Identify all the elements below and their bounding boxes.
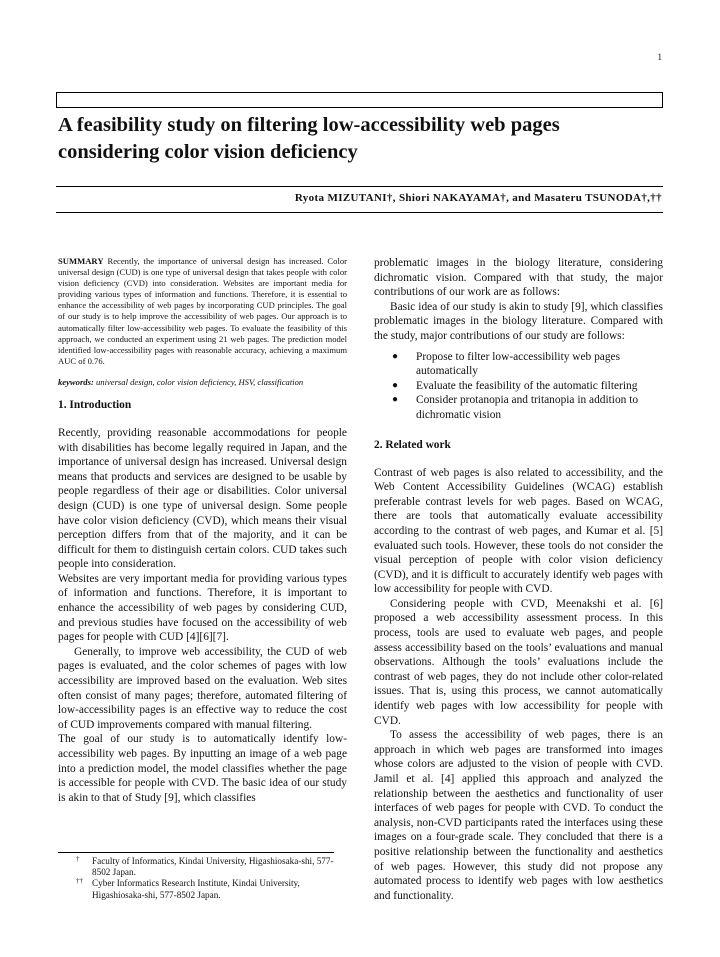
summary: [58, 256, 347, 367]
author-list: Ryota MIZUTANI†, Shiori NAKAYAMA†, and Masateru TSUNODA†,††: [294, 192, 662, 204]
contributions-list: [374, 350, 663, 423]
author-rule-bottom: [56, 212, 663, 213]
footnote-mark: †: [76, 855, 80, 863]
bullet-icon: ●: [392, 350, 399, 362]
related-paragraph-2: Considering people with CVD, Meenakshi et al. [6] proposed a web accessibility assessment process. In this process, tools are used to evaluate web pages, and people assess accessibility based on the tools’ evaluations and manual observations. Although the tools’ evaluations include the contrast of web pages, they do not include other color-related issues. That is, using this process, we cannot automatically identify web pages with low accessibility for people with CVD.: [374, 597, 663, 727]
contribution-item: [374, 393, 663, 422]
footnote: [76, 856, 346, 878]
contribution-text: Consider protanopia and tritanopia in addition to dichromatic vision: [416, 394, 639, 421]
keywords-text: universal design, color vision deficiency, HSV, classification: [95, 376, 304, 387]
bullet-icon: ●: [392, 379, 399, 391]
summary-label: SUMMARY: [58, 256, 104, 266]
footnote: [76, 878, 346, 900]
intro-paragraph-2: Websites are very important media for providing various types of information and functions. Therefore, it is important to enhance the accessibility of web pages by considering CUD, and previous studies have focused on the accessibility of web pages for people with CUD [4][6][7].: [58, 572, 347, 644]
footnote-rule: [58, 852, 334, 853]
footnotes: [76, 856, 346, 901]
left-column: [58, 256, 347, 805]
header-box: [56, 92, 663, 108]
intro-paragraph-3: Generally, to improve web accessibility, the CUD of web pages is evaluated, and the color schemes of pages with low accessibility are improved based on the evaluation. Web sites often consist of many pages; therefore, automated filtering of low-accessibility pages is an effective way to reduce the cost of CUD improvements compared with manual filtering.: [58, 645, 347, 731]
related-paragraph-3: To assess the accessibility of web pages, there is an approach in which web pages are transformed into images whose colors are adjusted to the vision of people with CVD. Jamil et al. [4] applied this approach and analyzed the relationship between the aesthetics and functionality of user interfaces of web pages for people with CVD. To conduct the analysis, non-CVD participants rated the interfaces using these images on a four-grade scale. They concluded that there is a positive relationship between the functionality and aesthetics of web pages. However, this study did not propose any automated process to identify web pages with low aesthetics and functionality.: [374, 729, 663, 902]
bullet-icon: ●: [392, 394, 399, 406]
contributions-intro-2: Basic idea of our study is akin to study [9], which classifies problematic images in the biology literature. Compared with the study, major contributions of our study are follows:: [374, 300, 663, 342]
footnote-text: Cyber Informatics Research Institute, Kindai University, Higashiosaka-shi, 577-8502 Japan.: [92, 878, 300, 900]
right-column: [374, 256, 663, 903]
intro-paragraph-4: The goal of our study is to automatically identify low-accessibility web pages. By inputting an image of a web page into a prediction model, the model classifies whether the page is accessible for people with CVD. The basic idea of our study is akin to that of Study [9], which classifies: [58, 733, 347, 804]
footnote-text: Faculty of Informatics, Kindai University, Higashiosaka-shi, 577-8502 Japan.: [92, 856, 334, 878]
intro-paragraph-1: Recently, providing reasonable accommodations for people with disabilities has become legally required in Japan, and the importance of universal design has increased. Universal design means that products and services are designed to be usable by people regardless of their age or disabilities. Color universal design (CUD) is one type of universal design. Some people have color vision deficiency (CVD), which means their visual perception differs from that of the majority, and it can be difficult for them to distinguish certain colors. CUD takes such people into consideration.: [58, 426, 347, 571]
related-paragraph-1: Contrast of web pages is also related to accessibility, and the Web Content Accessibility Guidelines (WCAG) establish preferable contrast levels for web pages. Based on WCAG, there are tools that automatically evaluate accessibility according to the contrast of web pages, and Kumar et al. [5] evaluated such tools. However, these tools do not consider the visual perception of people with color vision deficiency (CVD), and it is difficult to accurately identify web pages with low accessibility for people with CVD.: [374, 466, 663, 596]
keywords-label: keywords:: [58, 376, 94, 387]
author-rule-top: [56, 186, 663, 187]
contribution-item: [374, 350, 663, 379]
contribution-item: [374, 379, 663, 394]
footnote-mark: ††: [76, 877, 83, 886]
summary-text: Recently, the importance of universal design has increased. Color universal design (CUD) is one type of universal design that takes people with color vision deficiency (CVD) into consideration. Websites are important media for providing various types of information and functions. Therefore, it is essential to enhance the accessibility of web pages by incorporating CUD principles. The goal of our study is to help improve the accessibility of web pages. Our approach is to automatically filter low-accessibility web pages. To evaluate the feasibility of this approach, we conducted an experiment using 21 web pages. The prediction model identified low-accessibility pages with reasonable accuracy, achieving a maximum AUC of 0.76.: [58, 256, 347, 366]
keywords: [58, 377, 347, 388]
paper-title: A feasibility study on filtering low-accessibility web pages considering color vision deficiency: [58, 114, 560, 163]
contribution-text: Propose to filter low-accessibility web pages automatically: [416, 350, 621, 378]
contributions-intro-1: problematic images in the biology literature, considering dichromatic vision. Compared with that study, the major contributions of our work are as follows:: [374, 257, 663, 299]
page-number: 1: [657, 52, 662, 62]
contribution-text: Evaluate the feasibility of the automatic filtering: [416, 379, 638, 392]
section-heading-related-work: 2. Related work: [374, 438, 451, 451]
section-heading-introduction: 1. Introduction: [58, 398, 132, 411]
